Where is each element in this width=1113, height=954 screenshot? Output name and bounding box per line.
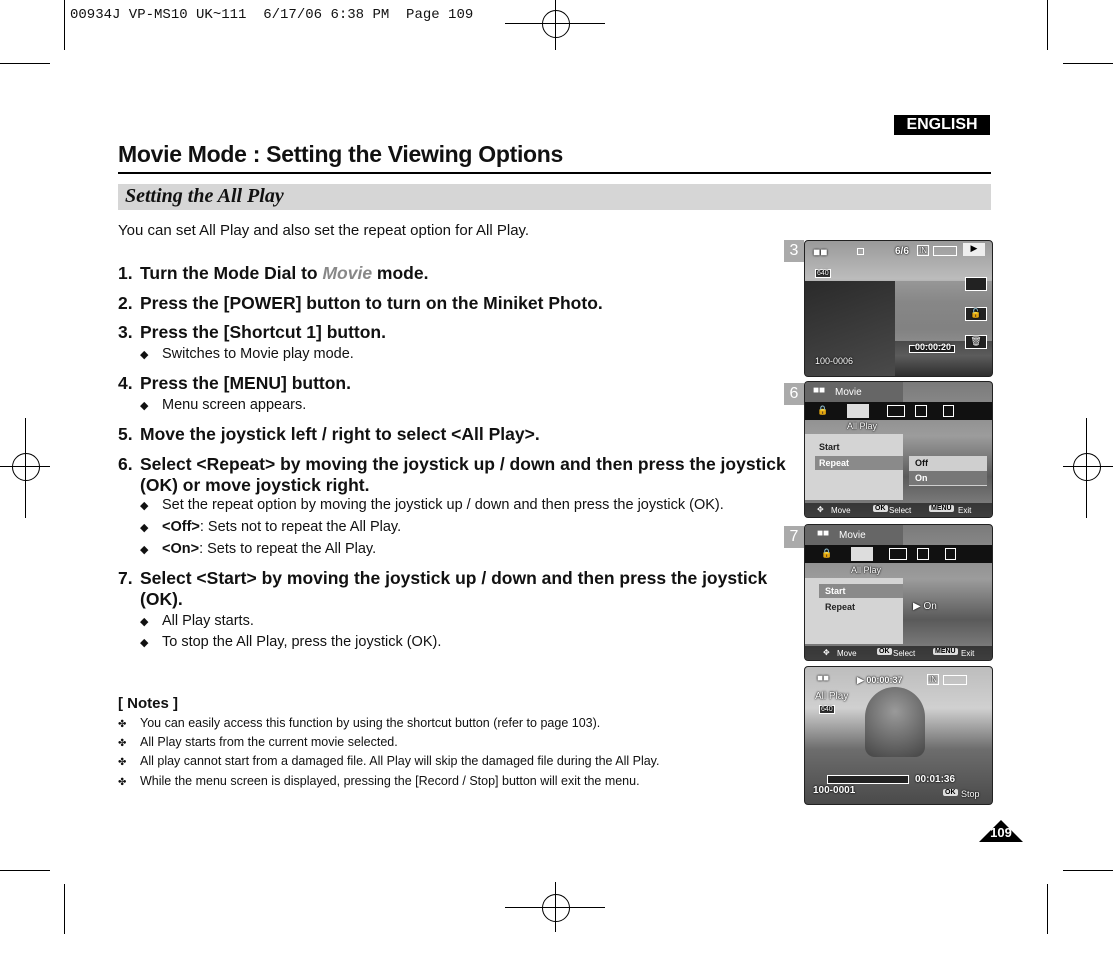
crop-mark: [0, 870, 50, 871]
move-label: Move: [831, 506, 851, 515]
all-play-label: All Play: [815, 691, 849, 702]
step-2: 2. Press the [POWER] button to turn on the Miniket Photo.: [118, 293, 603, 313]
page-title: Movie Mode : Setting the Viewing Options: [118, 141, 564, 167]
language-tab: ENGLISH: [894, 115, 990, 135]
step-1: 1. Turn the Mode Dial to Movie mode.: [118, 263, 429, 283]
registration-line: [1063, 466, 1113, 467]
menu-icon-bar: [805, 402, 992, 420]
menu-button: MENU: [931, 505, 952, 512]
screen-number: 3: [784, 240, 804, 262]
memory-icon: IN: [919, 246, 927, 255]
note-item: ✤ While the menu screen is displayed, pressing the [Record / Stop] button will exit the menu.: [118, 774, 640, 788]
menu-button: MENU: [935, 648, 956, 655]
joystick-icon: ✥: [817, 505, 824, 514]
copy-icon: [915, 405, 927, 417]
bullet: ◆ Menu screen appears.: [140, 397, 307, 413]
progress-bar: [827, 775, 909, 784]
elapsed-time: ▶ 00:00:37: [857, 675, 903, 685]
total-time: 00:01:36: [915, 774, 956, 785]
bullet: ◆ Set the repeat option by moving the joystick up / down and then press the joystick (OK).: [140, 497, 724, 513]
section-bar: [118, 184, 991, 210]
square-icon: [857, 248, 864, 255]
menu-header: [805, 525, 903, 545]
menu-icon-bar: [805, 545, 992, 563]
title-rule: [118, 172, 991, 174]
all-play-icon: [851, 547, 873, 561]
step-4: 4. Press the [MENU] button.: [118, 373, 351, 393]
time-display: 00:00:20: [915, 342, 952, 352]
menu-option-start[interactable]: Start: [819, 442, 840, 452]
file-number: 100-0006: [815, 356, 854, 366]
lock-icon: 🔒: [821, 548, 833, 558]
lock-icon: 🔓: [965, 307, 987, 321]
screen-movie-play: [804, 240, 993, 377]
submenu: [909, 456, 987, 486]
crop-mark: [1047, 0, 1048, 50]
fit-icon: [889, 548, 907, 560]
copy-icon: [917, 548, 929, 560]
registration-line: [1086, 418, 1087, 518]
play-mode-icon: ▶: [963, 243, 985, 256]
select-label: Select: [889, 506, 912, 515]
page-number-badge: [979, 820, 1023, 842]
trash-icon: [943, 405, 954, 417]
registration-mark-bottom: [542, 894, 570, 922]
note-item: ✤ All play cannot start from a damaged file. All Play will skip the damaged file during the All Play.: [118, 754, 660, 768]
crop-mark: [0, 63, 50, 64]
file-counter: 6/6: [895, 246, 909, 257]
ok-button: OK: [945, 789, 956, 796]
menu-title: Movie: [835, 387, 862, 398]
repeat-value: ▶ On: [913, 601, 937, 612]
step-3: 3. Press the [Shortcut 1] button.: [118, 322, 386, 342]
bullet: ◆ Switches to Movie play mode.: [140, 346, 354, 362]
screen-number: 7: [784, 526, 804, 548]
exit-label: Exit: [958, 506, 972, 515]
bullet: ◆ <Off>: Sets not to repeat the All Play.: [140, 519, 402, 535]
crop-mark: [1047, 884, 1048, 934]
menu-header: [805, 382, 903, 402]
ok-button: OK: [879, 648, 890, 655]
movie-camera-icon: ■■: [813, 385, 826, 396]
crop-mark: [64, 884, 65, 934]
note-item: ✤ All Play starts from the current movie selected.: [118, 735, 398, 749]
resolution-badge: 640: [821, 706, 833, 713]
registration-line: [555, 0, 556, 50]
copy-icon: [965, 277, 987, 291]
bullet: ◆ To stop the All Play, press the joystick (OK).: [140, 634, 442, 650]
bullet: ◆ All Play starts.: [140, 613, 254, 629]
crop-mark: [1063, 870, 1113, 871]
lock-icon: 🔒: [817, 405, 829, 415]
screen-all-play: [804, 666, 993, 805]
screen-menu-start: [804, 524, 993, 661]
screen-number: 6: [784, 383, 804, 405]
battery-icon: [933, 246, 957, 256]
trash-icon: 🗑: [965, 335, 987, 349]
section-title: Setting the All Play: [125, 185, 284, 207]
step-5: 5. Move the joystick left / right to select <All Play>.: [118, 424, 540, 444]
menu-title: Movie: [839, 530, 866, 541]
move-label: Move: [837, 649, 857, 658]
file-number: 100-0001: [813, 785, 856, 796]
fit-icon: [887, 405, 905, 417]
submenu-option-on[interactable]: On: [915, 473, 928, 483]
movie-camera-icon: ■■: [813, 245, 828, 259]
notes-title: [ Notes ]: [118, 695, 178, 712]
child-figure: [865, 687, 925, 757]
menu-option-start[interactable]: Start: [825, 586, 846, 596]
note-item: ✤ You can easily access this function by using the shortcut button (refer to page 103).: [118, 716, 601, 730]
intro-text: You can set All Play and also set the repeat option for All Play.: [118, 222, 530, 239]
exit-label: Exit: [961, 649, 975, 658]
memory-icon: IN: [929, 675, 937, 684]
registration-line: [25, 418, 26, 518]
battery-icon: [943, 675, 967, 685]
registration-mark-top: [542, 10, 570, 38]
menu-item-name: All Play: [847, 421, 878, 431]
resolution-badge: 640: [817, 270, 829, 277]
movie-mode-word: Movie: [322, 263, 373, 283]
menu-item-name: All Play: [851, 565, 882, 575]
bottom-bar: [805, 646, 992, 660]
screen-menu-repeat: [804, 381, 993, 518]
menu-option-repeat[interactable]: Repeat: [825, 602, 856, 612]
movie-camera-icon: ■■: [817, 673, 830, 684]
registration-mark-left: [12, 453, 40, 481]
select-label: Select: [893, 649, 916, 658]
joystick-icon: ✥: [823, 648, 830, 657]
menu-list: [805, 434, 903, 500]
submenu-option-off[interactable]: Off: [915, 458, 928, 468]
ok-button: OK: [875, 505, 886, 512]
crop-mark: [1063, 63, 1113, 64]
registration-mark-right: [1073, 453, 1101, 481]
step-7: 7. Select <Start> by moving the joystick up / down and then press the joystick (OK).: [118, 568, 768, 609]
crop-mark: [64, 0, 65, 50]
bullet: ◆ <On>: Sets to repeat the All Play.: [140, 541, 377, 557]
bottom-bar: [805, 503, 992, 517]
trash-icon: [945, 548, 956, 560]
step-6: 6. Select <Repeat> by moving the joystick up / down and then press the joystick (OK) or move joystick right.: [118, 454, 786, 495]
page-number: 109: [990, 825, 1012, 840]
print-header: 00934J VP-MS10 UK~111 6/17/06 6:38 PM Page 109: [70, 7, 474, 23]
menu-list: [805, 578, 903, 644]
menu-option-repeat[interactable]: Repeat: [819, 458, 850, 468]
registration-line: [555, 882, 556, 932]
movie-camera-icon: ■■: [817, 528, 830, 539]
all-play-icon: [847, 404, 869, 418]
stop-label: Stop: [961, 789, 980, 799]
